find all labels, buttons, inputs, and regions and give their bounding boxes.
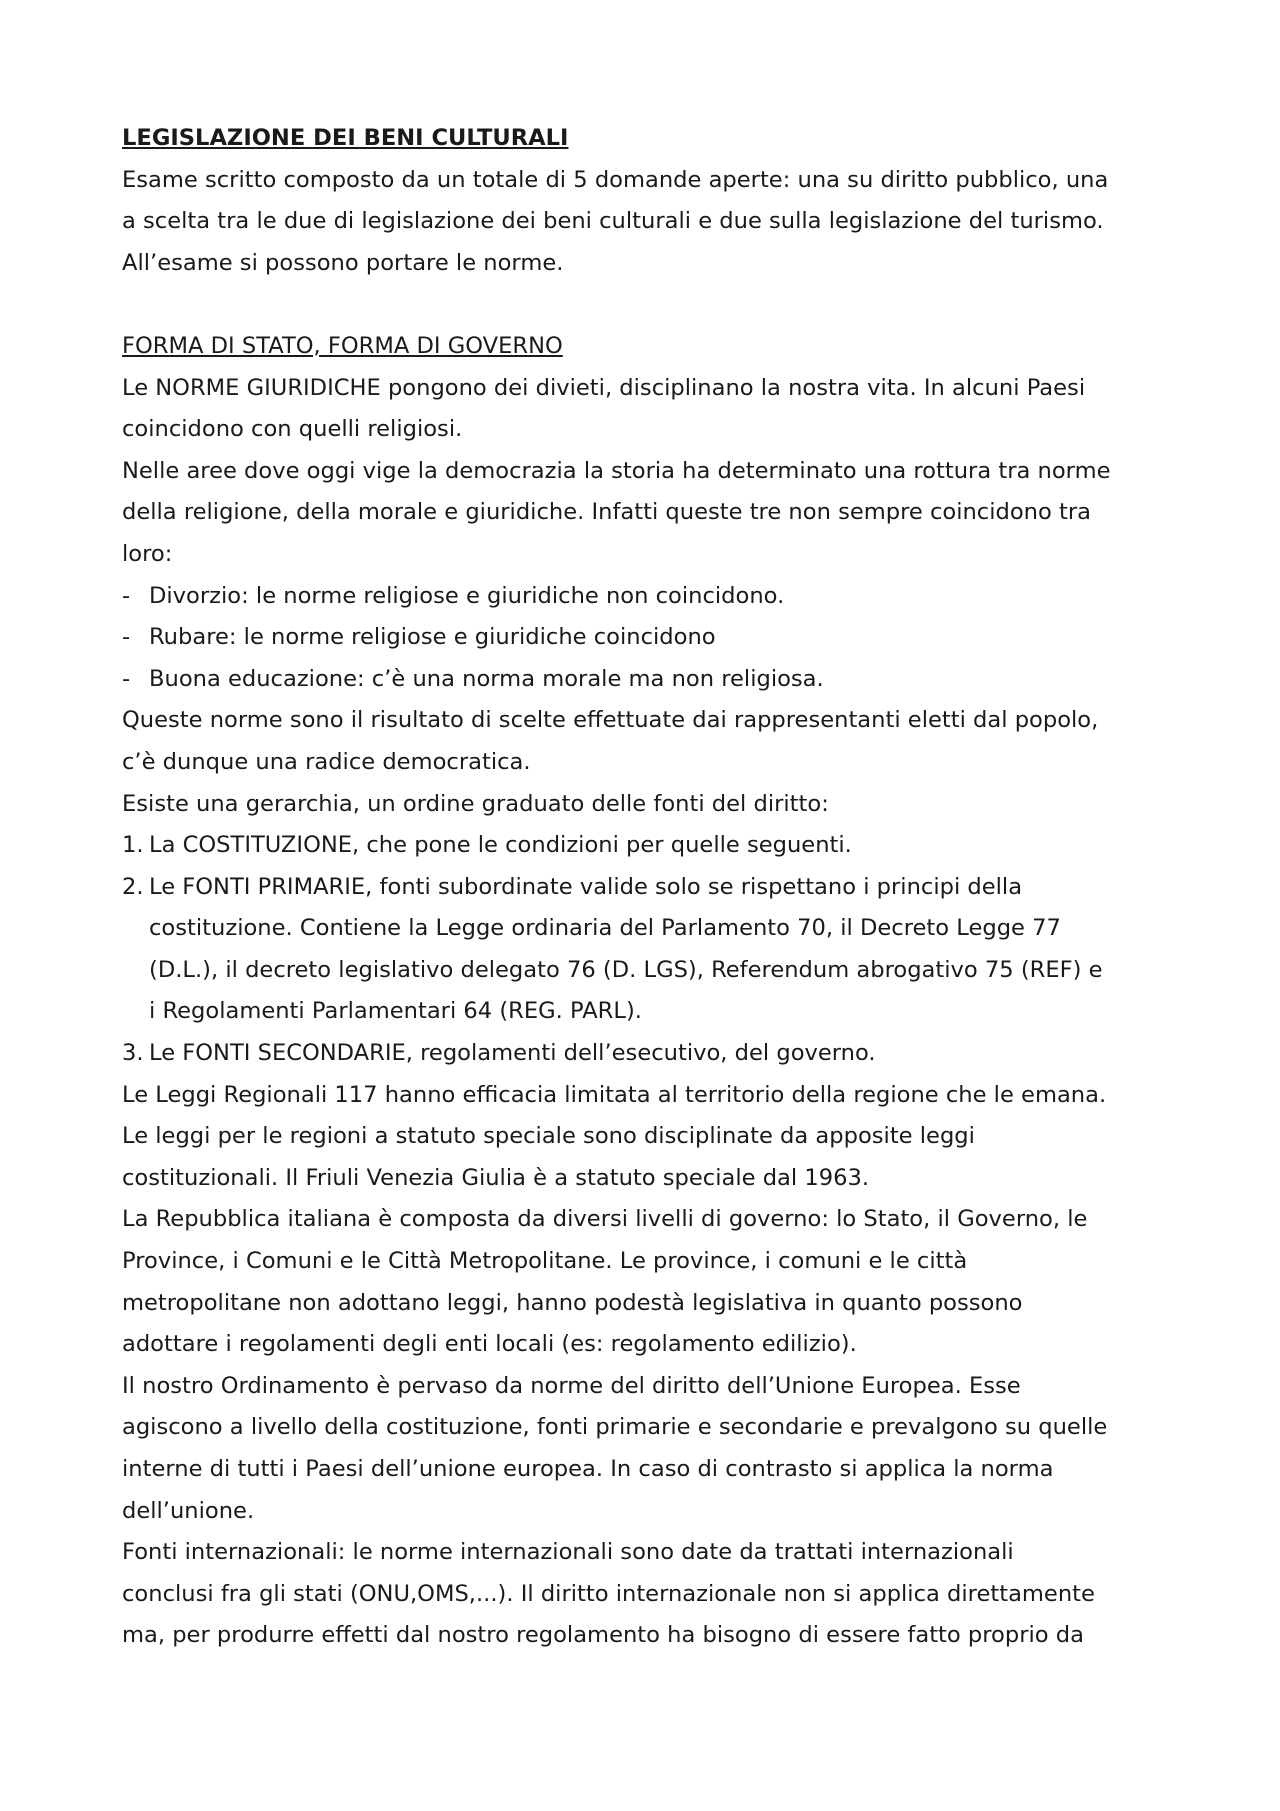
number-marker: 3.	[122, 1040, 144, 1067]
number-marker: 2.	[122, 873, 144, 900]
paragraph-line: conclusi fra gli stati (ONU,OMS,...). Il diritto internazionale non si applica direttamente	[122, 1580, 1095, 1607]
paragraph-line: Province, i Comuni e le Città Metropolitane. Le province, i comuni e le città	[122, 1248, 968, 1275]
paragraph-line: Queste norme sono il risultato di scelte effettuate dai rappresentanti eletti dal popolo,	[122, 707, 1099, 734]
intro-line: All’esame si possono portare le norme.	[122, 249, 564, 276]
paragraph-line: Esiste una gerarchia, un ordine graduato delle fonti del diritto:	[122, 790, 829, 817]
paragraph-line: dell’unione.	[122, 1497, 255, 1524]
blank-line	[122, 284, 1172, 326]
paragraph-line: coincidono con quelli religiosi.	[122, 416, 463, 443]
bullet-item	[122, 617, 1172, 659]
intro-line: a scelta tra le due di legislazione dei beni culturali e due sulla legislazione del turismo.	[122, 208, 1104, 235]
paragraph-line: della religione, della morale e giuridiche. Infatti queste tre non sempre coincidono tra	[122, 499, 1091, 526]
bullet-marker: -	[122, 624, 131, 651]
paragraph-line: Il nostro Ordinamento è pervaso da norme del diritto dell’Unione Europea. Esse	[122, 1372, 1021, 1399]
paragraph-line: Le Leggi Regionali 117 hanno efficacia limitata al territorio della regione che le emana.	[122, 1081, 1107, 1108]
number-marker: 1.	[122, 832, 144, 859]
numbered-continuation: costituzione. Contiene la Legge ordinaria del Parlamento 70, il Decreto Legge 77	[149, 915, 1061, 942]
section-heading: FORMA DI STATO, FORMA DI GOVERNO	[122, 332, 563, 359]
paragraph-line: adottare i regolamenti degli enti locali (es: regolamento edilizio).	[122, 1331, 857, 1358]
bullet-text: Divorzio: le norme religiose e giuridiche non coincidono.	[149, 582, 785, 609]
paragraph-line: Le leggi per le regioni a statuto speciale sono disciplinate da apposite leggi	[122, 1123, 975, 1150]
numbered-item	[122, 825, 1172, 867]
document-title: LEGISLAZIONE DEI BENI CULTURALI	[122, 125, 569, 151]
intro-line: Esame scritto composto da un totale di 5 domande aperte: una su diritto pubblico, una	[122, 166, 1109, 193]
numbered-text: La COSTITUZIONE, che pone le condizioni per quelle seguenti.	[149, 832, 852, 859]
numbered-text: Le FONTI PRIMARIE, fonti subordinate valide solo se rispettano i principi della	[149, 873, 1023, 900]
document-page	[122, 118, 1172, 1657]
paragraph-line: metropolitane non adottano leggi, hanno podestà legislativa in quanto possono	[122, 1289, 1023, 1316]
numbered-item	[122, 867, 1172, 909]
numbered-continuation: i Regolamenti Parlamentari 64 (REG. PARL).	[149, 998, 642, 1025]
numbered-item	[122, 1033, 1172, 1075]
paragraph-line: agiscono a livello della costituzione, fonti primarie e secondarie e prevalgono su quelle	[122, 1414, 1108, 1441]
paragraph-line: La Repubblica italiana è composta da diversi livelli di governo: lo Stato, il Governo, le	[122, 1206, 1088, 1233]
paragraph-line: interne di tutti i Paesi dell’unione europea. In caso di contrasto si applica la norma	[122, 1456, 1054, 1482]
numbered-text: Le FONTI SECONDARIE, regolamenti dell’esecutivo, del governo.	[149, 1040, 876, 1067]
bullet-text: Rubare: le norme religiose e giuridiche coincidono	[149, 624, 716, 651]
paragraph-line: Nelle aree dove oggi vige la democrazia la storia ha determinato una rottura tra norme	[122, 457, 1111, 484]
paragraph-line: Fonti internazionali: le norme internazionali sono date da trattati internazionali	[122, 1539, 1014, 1566]
bullet-marker: -	[122, 665, 131, 692]
paragraph-line: Le NORME GIURIDICHE pongono dei divieti, disciplinano la nostra vita. In alcuni Paesi	[122, 374, 1086, 401]
paragraph-line: ma, per produrre effetti dal nostro regolamento ha bisogno di essere fatto proprio da	[122, 1622, 1084, 1649]
paragraph-line: costituzionali. Il Friuli Venezia Giulia è a statuto speciale dal 1963.	[122, 1164, 870, 1191]
bullet-item	[122, 576, 1172, 618]
paragraph-line: c’è dunque una radice democratica.	[122, 748, 531, 775]
paragraph-line: loro:	[122, 540, 173, 567]
bullet-marker: -	[122, 582, 131, 609]
bullet-text: Buona educazione: c’è una norma morale ma non religiosa.	[149, 665, 824, 692]
numbered-continuation: (D.L.), il decreto legislativo delegato 76 (D. LGS), Referendum abrogativo 75 (REF) e	[149, 956, 1103, 983]
bullet-item	[122, 659, 1172, 701]
